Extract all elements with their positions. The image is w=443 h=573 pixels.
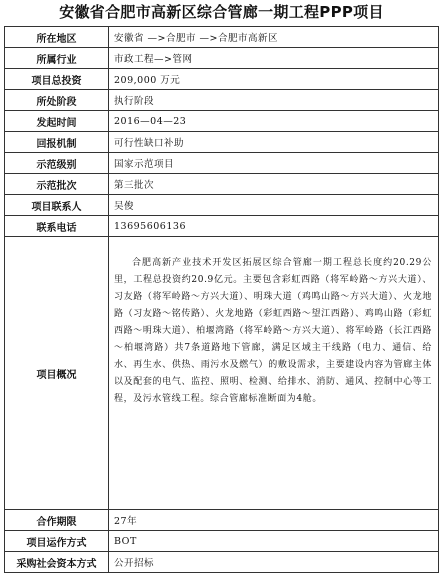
row-value-start-date: 2016—04—23	[109, 111, 439, 132]
row-label-overview: 项目概况	[5, 237, 109, 510]
table-row	[5, 90, 439, 111]
row-value-cooperation-term: 27年	[109, 510, 439, 531]
table-row	[5, 48, 439, 69]
row-label-demo-batch: 示范批次	[5, 174, 109, 195]
row-value-demo-batch: 第三批次	[109, 174, 439, 195]
overview-text: 合肥高新产业技术开发区拓展区综合管廊一期工程总长度约20.29公里，工程总投资约20.9亿元。主要包含彩虹西路（将军岭路～方兴大道）、习友路（将军岭路～方兴大道）、明珠大道（鸡鸣山路～方兴大道）、火龙地路（习友路～铭传路）、火龙地路（彩虹西路～望江西路）、鸡鸣山路（彩虹西路～明珠大道）、柏堰湾路（将军岭路～方兴大道）、将军岭路（长江西路～柏堰湾路）共7条道路地下管廊，满足区域主干线路（电力、通信、给水、再生水、供热、雨污水及燃气）的敷设需求，主要建设内容为管廊主体以及配套的电气、监控、照明、检测、给排水、消防、通风、控制中心等工程，及污水管线工程。综合管廊标准断面为4舱。	[114, 258, 432, 404]
row-label-total-investment: 项目总投资	[5, 69, 109, 90]
row-value-return-mechanism: 可行性缺口补助	[109, 132, 439, 153]
row-label-phone: 联系电话	[5, 216, 109, 237]
page-title: 安徽省合肥市高新区综合管廊一期工程PPP项目	[59, 3, 384, 21]
row-value-phone: 13695606136	[109, 216, 439, 237]
table-row	[5, 195, 439, 216]
table-row	[5, 153, 439, 174]
table-row-overview	[5, 237, 439, 510]
table-row	[5, 174, 439, 195]
row-value-industry: 市政工程—>管网	[109, 48, 439, 69]
row-value-total-investment: 209,000 万元	[109, 69, 439, 90]
table-row	[5, 132, 439, 153]
row-label-procurement-method: 采购社会资本方式	[5, 552, 109, 573]
row-label-operation-mode: 项目运作方式	[5, 531, 109, 552]
row-label-stage: 所处阶段	[5, 90, 109, 111]
table-row	[5, 69, 439, 90]
row-label-industry: 所属行业	[5, 48, 109, 69]
row-label-start-date: 发起时间	[5, 111, 109, 132]
row-value-stage: 执行阶段	[109, 90, 439, 111]
row-value-procurement-method: 公开招标	[109, 552, 439, 573]
row-label-return-mechanism: 回报机制	[5, 132, 109, 153]
row-label-region: 所在地区	[5, 27, 109, 48]
row-value-contact-person: 吴俊	[109, 195, 439, 216]
row-label-cooperation-term: 合作期限	[5, 510, 109, 531]
row-value-operation-mode: BOT	[109, 531, 439, 552]
row-value-demo-level: 国家示范项目	[109, 153, 439, 174]
table-row	[5, 111, 439, 132]
table-row	[5, 510, 439, 531]
row-value-region: 安徽省 —>合肥市 —>合肥市高新区	[109, 27, 439, 48]
table-row	[5, 27, 439, 48]
table-row	[5, 531, 439, 552]
row-value-overview	[109, 237, 439, 510]
table-row	[5, 552, 439, 573]
row-label-contact-person: 项目联系人	[5, 195, 109, 216]
row-label-demo-level: 示范级别	[5, 153, 109, 174]
table-row	[5, 216, 439, 237]
